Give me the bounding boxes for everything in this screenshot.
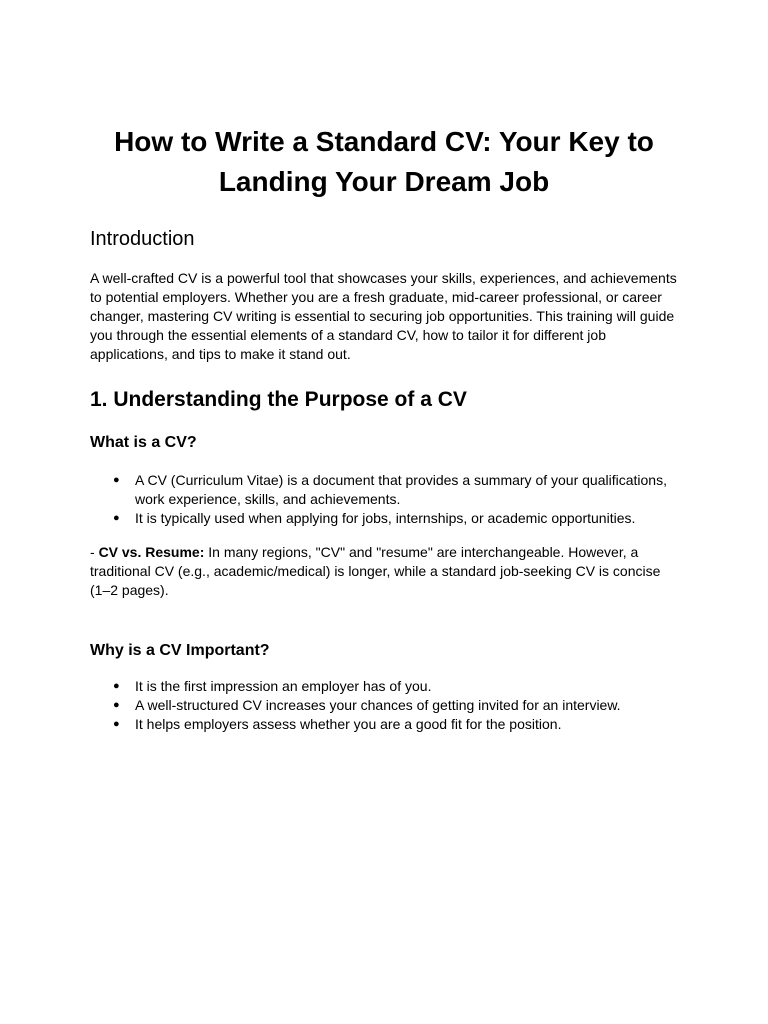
list-item (90, 677, 680, 696)
bullet-icon: ● (113, 699, 120, 711)
section-1-heading: 1. Understanding the Purpose of a CV (90, 388, 467, 411)
cv-vs-resume-prefix: - (90, 544, 99, 560)
list-item-text: A CV (Curriculum Vitae) is a document that provides a summary of your qualifications, work experience, skills, and achievements. (135, 472, 667, 507)
introduction-paragraph: A well-crafted CV is a powerful tool that showcases your skills, experiences, and achievements to potential employers. Whether you are a fresh graduate, mid-career professional, or career changer, mastering CV writing is essential to securing job opportunities. This training will guide you through the essential elements of a standard CV, how to tailor it for different job applications, and tips to make it stand out. (90, 270, 677, 362)
bullet-icon: ● (113, 474, 120, 486)
cv-vs-resume-paragraph (90, 543, 680, 600)
why-cv-important-heading: Why is a CV Important? (90, 642, 270, 659)
what-is-cv-list (90, 471, 680, 528)
list-item-text: It is typically used when applying for jobs, internships, or academic opportunities. (135, 510, 636, 526)
bullet-icon: ● (113, 680, 120, 692)
list-item (90, 715, 680, 734)
cv-vs-resume-label: CV vs. Resume: (98, 544, 205, 560)
introduction-heading: Introduction (90, 228, 195, 250)
list-item-text: A well-structured CV increases your chances of getting invited for an interview. (135, 697, 621, 713)
list-item-text: It is the first impression an employer has of you. (135, 678, 432, 694)
list-item (90, 696, 680, 715)
bullet-icon: ● (113, 512, 120, 524)
list-item (90, 509, 680, 528)
list-item-text: It helps employers assess whether you are a good fit for the position. (135, 716, 562, 732)
why-cv-important-list (90, 677, 680, 734)
document-title: How to Write a Standard CV: Your Key to Landing Your Dream Job (114, 126, 654, 197)
bullet-icon: ● (113, 718, 120, 730)
list-item (90, 471, 680, 509)
cv-vs-resume-text: In many regions, "CV" and "resume" are interchangeable. However, a traditional CV (e.g., academic/medical) is longer, while a standard job-seeking CV is concise (1–2 pages). (90, 544, 661, 598)
what-is-cv-heading: What is a CV? (90, 434, 197, 451)
